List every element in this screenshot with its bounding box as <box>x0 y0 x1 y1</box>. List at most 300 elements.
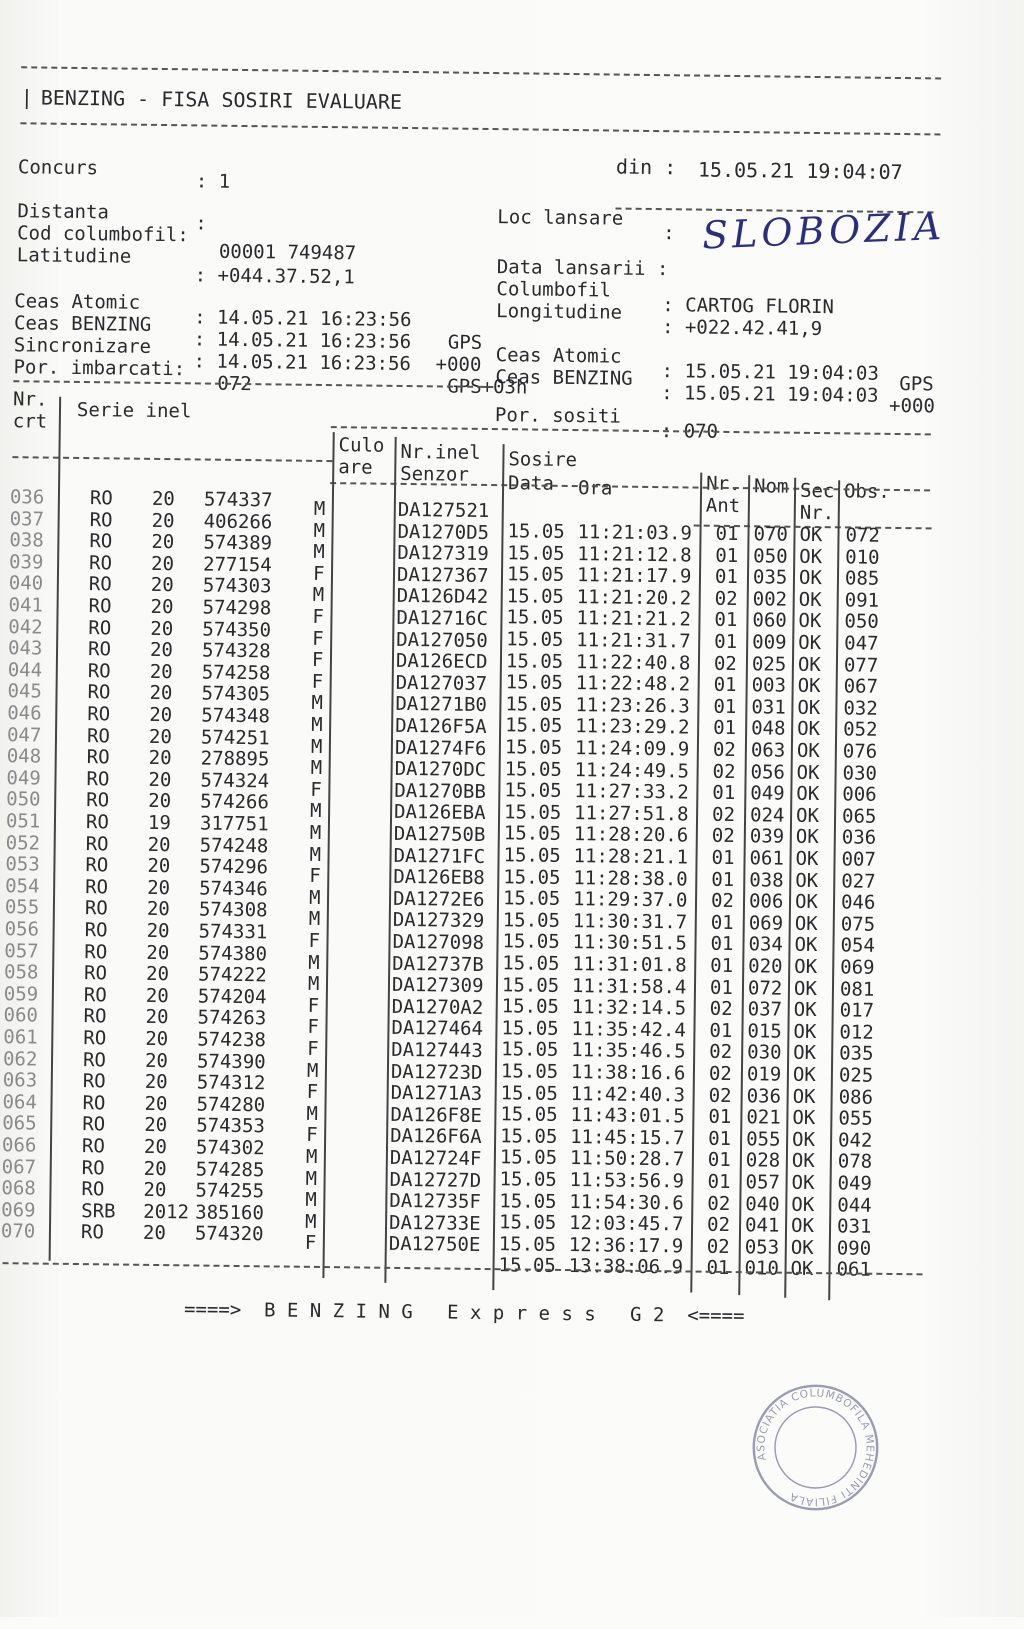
row-nr: 039 <box>9 550 44 574</box>
row-nom: 056 <box>750 760 786 784</box>
row-sec: OK <box>797 653 821 676</box>
gps03-label: GPS+03h <box>447 375 528 399</box>
row-nom: 060 <box>752 609 787 633</box>
row-nr: 063 <box>2 1069 38 1092</box>
row-obs: 085 <box>844 567 880 590</box>
row-antenna: 02 <box>706 1235 730 1258</box>
columbofil-value: : CARTOG FLORIN <box>662 294 835 319</box>
row-year: 20 <box>147 855 171 878</box>
row-year: 20 <box>146 941 170 964</box>
row-time: 11:21:03.9 <box>577 521 693 545</box>
row-date: 15.05 <box>503 844 561 867</box>
row-nr: 051 <box>5 810 41 833</box>
longitudine-value: : +022.42.41,9 <box>661 316 823 341</box>
din-value: 15.05.21 19:04:07 <box>697 157 903 185</box>
row-sensor: DA1274F6 <box>394 736 487 760</box>
row-year: 20 <box>150 552 175 575</box>
row-time: 12:36:17.9 <box>568 1233 684 1258</box>
row-time: 11:38:16.6 <box>570 1061 686 1085</box>
row-ring: 385160 <box>195 1201 264 1225</box>
row-time: 12:03:45.7 <box>568 1212 684 1236</box>
row-sex: F <box>311 649 324 672</box>
row-nr: 046 <box>7 702 42 725</box>
row-nr: 062 <box>2 1047 38 1071</box>
row-obs: 007 <box>841 848 877 871</box>
row-sensor: DA126ECD <box>395 650 488 674</box>
row-date: 15.05 <box>506 606 564 630</box>
row-sensor: DA12737B <box>392 952 484 976</box>
row-date: 15.05 <box>503 801 562 824</box>
col-ora: Ora <box>577 477 613 500</box>
row-sensor: DA127037 <box>395 671 488 695</box>
row-obs: 061 <box>836 1258 872 1282</box>
col-nr-ant-2: Ant <box>705 494 741 518</box>
cod-columbofil-value: 00001 749487 <box>218 240 357 265</box>
row-nr: 068 <box>1 1177 36 1200</box>
row-time: 11:29:37.0 <box>572 888 688 912</box>
row-time: 11:24:09.9 <box>574 737 690 761</box>
loc-lansare-colon: : <box>663 222 675 245</box>
row-time: 11:23:26.3 <box>575 693 690 718</box>
row-antenna: 01 <box>713 695 737 718</box>
row-ring: 277154 <box>202 553 272 577</box>
loc-lansare-handwritten: SLOBOZIA <box>701 203 946 258</box>
row-sec: OK <box>793 998 817 1022</box>
row-ring: 574346 <box>199 877 268 901</box>
ceas-benzing-value: : 14.05.21 16:23:56 <box>193 328 412 354</box>
row-sensor: DA127464 <box>391 1017 484 1041</box>
row-country: RO <box>89 530 113 553</box>
row-nom: 024 <box>749 804 785 827</box>
row-obs: 027 <box>841 869 876 893</box>
row-antenna: 02 <box>708 1084 732 1107</box>
row-nr: 066 <box>1 1134 37 1157</box>
row-obs: 055 <box>838 1107 873 1130</box>
row-nom: 041 <box>744 1214 780 1237</box>
row-antenna: 01 <box>706 1257 730 1280</box>
row-sex: M <box>306 1059 319 1082</box>
row-sensor: DA12735F <box>389 1190 481 1214</box>
col-nr-crt-1: Nr. <box>12 388 48 411</box>
concurs-label: Concurs <box>17 156 99 180</box>
row-nom: 070 <box>753 523 788 546</box>
row-year: 20 <box>148 725 173 748</box>
row-ring: 574296 <box>199 855 269 879</box>
row-sensor: DA127050 <box>396 628 488 652</box>
row-obs: 030 <box>842 761 878 785</box>
row-obs: 069 <box>840 956 875 979</box>
row-country: RO <box>87 638 112 661</box>
row-year: 20 <box>151 487 175 511</box>
row-ring: 574263 <box>197 1006 267 1030</box>
row-ring: 574308 <box>198 898 268 922</box>
col-line-ora <box>690 473 702 1293</box>
row-sec: OK <box>797 674 821 698</box>
concurs-value: : 1 <box>195 170 231 193</box>
row-sensor: DA12750B <box>393 822 486 846</box>
row-year: 20 <box>144 1092 168 1115</box>
row-antenna: 01 <box>708 1105 732 1129</box>
row-country: RO <box>88 595 112 618</box>
row-nr: 040 <box>8 572 44 595</box>
row-year: 20 <box>151 531 175 554</box>
row-date: 15.05 <box>505 693 563 716</box>
row-obs: 047 <box>844 632 879 655</box>
row-sex: F <box>307 1016 320 1039</box>
row-sensor: DA12716C <box>396 606 489 631</box>
row-sex: M <box>308 908 321 931</box>
por-imbarcati-value: 072 <box>217 372 252 396</box>
row-obs: 086 <box>838 1085 874 1109</box>
row-obs: 078 <box>837 1150 873 1174</box>
row-nom: 025 <box>751 652 787 676</box>
footer-banner: ====> B E N Z I N G E x p r e s s G 2 <==== <box>183 1298 745 1328</box>
row-ring: 574337 <box>203 488 273 512</box>
row-time: 11:24:49.5 <box>574 758 690 783</box>
row-ring: 278895 <box>200 747 270 771</box>
row-sex: M <box>305 1189 317 1212</box>
row-obs: 081 <box>839 977 875 1001</box>
row-sec: OK <box>798 566 823 590</box>
row-antenna: 02 <box>707 1192 731 1215</box>
row-nom: 057 <box>745 1171 781 1194</box>
col-sosire: Sosire <box>508 448 578 472</box>
stamp-text: ASOCIATIA COLUMBOFILA MEHEDINTI FILIALA <box>755 1387 876 1508</box>
row-antenna: 01 <box>715 522 739 546</box>
row-nr: 042 <box>8 615 43 639</box>
row-nom: 031 <box>751 696 786 719</box>
row-country: RO <box>86 746 110 769</box>
ceas-atomic-arrival-value: : 15.05.21 19:04:03 <box>661 360 879 385</box>
row-country: RO <box>82 1113 106 1136</box>
row-sec: OK <box>795 826 819 849</box>
row-ring: 574204 <box>197 985 267 1009</box>
row-country: RO <box>81 1135 106 1158</box>
row-year: 20 <box>147 876 171 899</box>
row-time: 13:38:06.9 <box>568 1255 684 1279</box>
data-lansarii-label: Data lansarii : <box>496 256 669 281</box>
row-sensor: DA126F5A <box>395 714 487 738</box>
row-nr: 053 <box>5 853 40 876</box>
row-date: 15.05 <box>507 520 565 543</box>
row-nom: 038 <box>749 868 784 892</box>
row-obs: 091 <box>844 589 880 612</box>
row-nr: 058 <box>3 961 39 984</box>
row-sec: OK <box>791 1171 815 1195</box>
row-country: RO <box>84 897 108 920</box>
row-sex: M <box>313 519 326 542</box>
row-year: 2012 <box>143 1200 190 1224</box>
row-time: 11:35:46.5 <box>571 1039 686 1063</box>
row-antenna: 02 <box>712 760 736 783</box>
row-sec: OK <box>790 1214 815 1238</box>
row-antenna: 02 <box>709 997 733 1021</box>
row-time: 11:42:40.3 <box>570 1082 686 1107</box>
distanta-label: Distanta <box>17 200 110 224</box>
row-sec: OK <box>794 890 819 914</box>
row-year: 20 <box>143 1157 167 1180</box>
row-sex: F <box>312 605 325 629</box>
row-sec: OK <box>795 804 820 827</box>
row-year: 20 <box>148 768 172 791</box>
row-obs: 046 <box>840 891 876 914</box>
row-country: RO <box>84 940 108 963</box>
row-nr: 048 <box>6 745 42 768</box>
row-sex: M <box>308 886 321 909</box>
row-year: 20 <box>145 963 170 986</box>
row-sec: OK <box>793 977 818 1000</box>
row-time: 11:27:33.2 <box>574 780 689 804</box>
row-sensor: DA1272E6 <box>392 887 485 911</box>
row-sex: F <box>307 994 320 1017</box>
row-sensor: DA1271FC <box>393 844 486 868</box>
row-date: 15.05 <box>503 822 562 846</box>
row-date: 15.05 <box>504 757 562 781</box>
row-obs: 032 <box>843 697 878 720</box>
row-sec: OK <box>797 718 821 741</box>
row-antenna: 01 <box>714 630 738 654</box>
row-country: RO <box>82 1070 106 1093</box>
row-country: RO <box>83 1005 107 1028</box>
row-nr: 059 <box>3 982 39 1006</box>
row-obs: 075 <box>840 913 876 936</box>
row-ring: 574302 <box>195 1136 265 1160</box>
row-date: 15.05 <box>503 865 561 889</box>
row-sensor: DA127098 <box>392 930 485 954</box>
row-nr: 045 <box>7 680 43 703</box>
row-ring: 574348 <box>201 704 271 728</box>
row-year: 20 <box>150 595 174 619</box>
row-sec: OK <box>798 631 822 655</box>
row-antenna: 01 <box>712 781 736 805</box>
row-country: RO <box>86 767 110 791</box>
row-antenna: 02 <box>713 652 737 675</box>
row-ring: 574331 <box>198 920 268 944</box>
row-antenna: 01 <box>709 1019 733 1042</box>
row-time: 11:28:20.6 <box>573 823 689 847</box>
row-nom: 040 <box>745 1192 780 1216</box>
row-obs: 012 <box>839 1021 874 1044</box>
row-sensor: DA12727D <box>389 1168 482 1192</box>
row-sensor: DA126F6A <box>390 1125 482 1149</box>
col-culoare-2: are <box>338 456 373 479</box>
row-ring: 574305 <box>201 682 271 706</box>
row-nom: 002 <box>752 588 788 611</box>
row-date: 15.05 <box>501 1038 559 1062</box>
row-nr: 036 <box>9 486 45 509</box>
col-obs: Obs. <box>843 480 890 503</box>
row-date: 15.05 <box>504 736 563 759</box>
row-ring: 574389 <box>203 531 273 555</box>
row-year: 20 <box>145 984 169 1007</box>
row-nom: 063 <box>750 739 786 762</box>
row-year: 20 <box>143 1135 168 1159</box>
row-sensor: DA127521 <box>397 498 490 523</box>
row-sensor: DA1270BB <box>394 779 487 803</box>
row-date: 15.05 <box>505 649 564 673</box>
row-obs: 049 <box>837 1172 873 1195</box>
row-time: 11:23:29.2 <box>575 715 690 739</box>
row-time: 11:21:21.2 <box>576 607 692 631</box>
ceas-atomic-label: Ceas Atomic <box>14 290 141 314</box>
ceas-benzing-arrival-suffix: +000 <box>888 394 936 418</box>
col-sec-2: Nr. <box>799 501 835 525</box>
row-sec: OK <box>792 1106 816 1130</box>
row-country: RO <box>85 832 109 855</box>
row-sex: M <box>311 692 324 715</box>
row-year: 20 <box>148 790 172 813</box>
row-ring: 574312 <box>196 1071 266 1095</box>
row-nom: 061 <box>749 847 785 870</box>
row-sec: OK <box>792 1128 816 1151</box>
row-sec: OK <box>791 1150 815 1173</box>
row-sex: M <box>310 757 323 780</box>
row-antenna: 02 <box>714 587 738 610</box>
longitudine-label: Longitudine <box>496 300 623 324</box>
row-time: 11:31:58.4 <box>571 974 687 999</box>
row-year: 20 <box>149 660 173 683</box>
row-nr: 057 <box>4 939 39 963</box>
header-top-rule <box>21 66 941 79</box>
row-date: 15.05 <box>507 541 565 565</box>
row-country: RO <box>89 508 113 532</box>
ceas-benzing-arrival-label: Ceas BENZING <box>495 366 633 390</box>
ceas-atomic-value: : 14.05.21 16:23:56 <box>194 306 412 332</box>
row-nom: 015 <box>747 1020 782 1043</box>
row-country: RO <box>83 1027 107 1050</box>
row-antenna: 02 <box>708 1062 732 1086</box>
row-ring: 574266 <box>200 790 269 814</box>
cod-columbofil-label: Cod columbofil: <box>17 222 189 247</box>
row-sex: F <box>307 1037 319 1060</box>
row-year: 20 <box>149 639 174 662</box>
row-country: RO <box>86 789 110 812</box>
row-year: 20 <box>150 617 174 640</box>
row-sensor: DA127319 <box>397 542 489 566</box>
row-date: 15.05 <box>499 1168 557 1191</box>
row-year: 20 <box>144 1114 168 1137</box>
row-country: RO <box>84 919 108 942</box>
row-sex: F <box>312 627 324 650</box>
row-sex: M <box>312 584 325 607</box>
row-nom: 009 <box>752 631 787 654</box>
header-left-bar: | <box>20 85 34 110</box>
row-nom: 050 <box>753 544 788 568</box>
row-nr: 054 <box>5 874 40 898</box>
row-sensor: DA126EBA <box>393 801 486 825</box>
row-country: RO <box>82 1091 106 1115</box>
sincronizare-value: : 14.05.21 16:23:56 <box>193 350 412 376</box>
row-ring: 574324 <box>200 769 270 793</box>
row-nom: 003 <box>751 674 787 697</box>
row-date: 15.05 <box>500 1124 558 1148</box>
row-obs: 065 <box>841 805 877 828</box>
row-obs: 036 <box>841 826 877 850</box>
row-date: 15.05 <box>506 585 565 608</box>
row-nr: 060 <box>3 1004 39 1027</box>
row-nr: 050 <box>6 788 41 811</box>
row-ring: 574222 <box>197 963 267 987</box>
row-nom: 034 <box>748 933 783 957</box>
col-line-nr <box>49 397 62 1261</box>
row-sex: M <box>307 973 320 996</box>
row-time: 11:28:38.0 <box>573 866 688 891</box>
row-time: 11:21:20.2 <box>576 585 692 610</box>
row-antenna: 01 <box>710 933 734 956</box>
row-nom: 035 <box>752 566 788 589</box>
row-ring: 574251 <box>200 726 270 749</box>
row-country: SRB <box>81 1199 116 1223</box>
row-time: 11:21:17.9 <box>576 564 692 588</box>
row-obs: 010 <box>845 545 880 569</box>
table-top-rule-left <box>13 380 493 388</box>
row-sex: F <box>306 1124 318 1147</box>
row-nr: 061 <box>3 1026 38 1049</box>
col-nr-crt-2: crt <box>12 410 48 433</box>
row-year: 20 <box>145 1006 169 1029</box>
row-sensor: DA126D42 <box>396 585 489 609</box>
row-nr: 069 <box>1 1198 36 1222</box>
row-ring: 574255 <box>195 1179 265 1203</box>
row-sex: F <box>304 1232 317 1255</box>
row-nr: 041 <box>8 594 44 617</box>
col-sec-1: Sec <box>799 479 835 503</box>
row-obs: 031 <box>836 1215 872 1238</box>
header-bottom-rule <box>20 122 940 135</box>
row-time: 11:50:28.7 <box>569 1147 685 1171</box>
row-nr: 052 <box>5 831 41 855</box>
row-time: 11:32:14.5 <box>571 996 687 1020</box>
row-nr: 065 <box>2 1112 37 1135</box>
row-nr: 070 <box>0 1220 36 1243</box>
row-sec: OK <box>791 1193 815 1216</box>
por-sositi-label: Por. sositi <box>494 404 621 428</box>
row-sex: M <box>309 843 322 866</box>
row-country: RO <box>85 811 109 834</box>
row-nr: 043 <box>7 637 43 660</box>
row-country: RO <box>85 854 109 877</box>
row-time: 11:22:40.8 <box>575 650 691 675</box>
row-sensor: DA126F8E <box>390 1103 483 1127</box>
columbofil-label: Columbofil <box>496 278 612 302</box>
row-date: 15.05 <box>499 1146 558 1170</box>
ceas-atomic-arrival-label: Ceas Atomic <box>495 344 622 368</box>
row-sex: M <box>306 1102 319 1125</box>
row-date: 15.05 <box>500 1103 558 1127</box>
row-sec: OK <box>796 782 820 806</box>
row-nom: 021 <box>746 1106 781 1129</box>
row-sec: OK <box>798 588 822 611</box>
row-sec: OK <box>794 934 818 957</box>
row-date: 15.05 <box>499 1189 557 1213</box>
row-sex: M <box>309 800 322 823</box>
row-year: 20 <box>145 1027 169 1051</box>
row-nr: 038 <box>9 529 44 552</box>
row-date: 15.05 <box>501 1017 559 1040</box>
row-year: 20 <box>151 509 175 532</box>
row-year: 20 <box>144 1049 169 1072</box>
row-date: 15.05 <box>502 952 560 975</box>
row-year: 20 <box>146 919 170 943</box>
row-country: RO <box>88 573 112 596</box>
row-ring: 574280 <box>196 1093 266 1117</box>
din-label: din : <box>615 154 677 180</box>
row-time: 11:45:15.7 <box>570 1125 685 1150</box>
row-sensor: DA1271A3 <box>390 1082 483 1106</box>
row-year: 20 <box>142 1222 166 1245</box>
row-ring: 574258 <box>201 661 271 685</box>
row-sec: OK <box>798 610 822 633</box>
